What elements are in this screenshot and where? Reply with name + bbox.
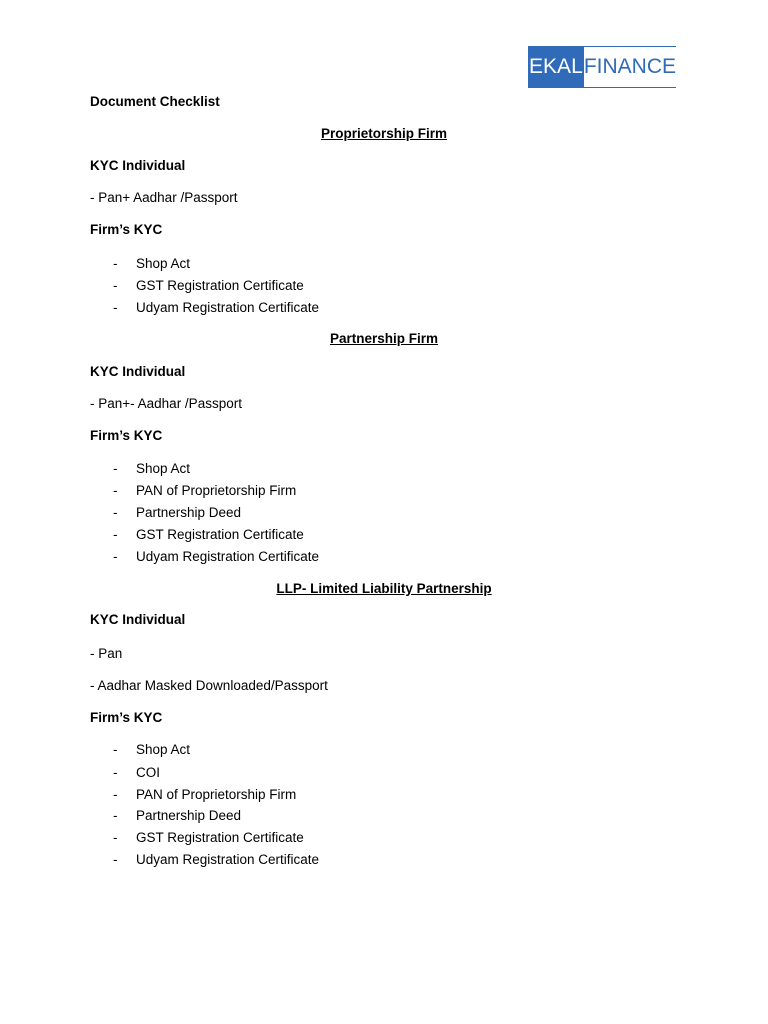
ekal-finance-logo bbox=[528, 46, 676, 88]
firm-kyc-label: Firm’s KYC bbox=[90, 222, 163, 237]
list-item: Partnership Deed bbox=[136, 808, 242, 823]
list-item: Shop Act bbox=[136, 256, 191, 271]
document-title: Document Checklist bbox=[90, 94, 220, 109]
list-item: GST Registration Certificate bbox=[136, 830, 304, 845]
logo-left-text: EKAL bbox=[528, 47, 584, 87]
list-bullet: - bbox=[113, 527, 118, 542]
list-bullet: - bbox=[113, 505, 118, 520]
list-bullet: - bbox=[113, 830, 118, 845]
kyc-individual-line: - Pan bbox=[90, 646, 123, 661]
list-item: COI bbox=[136, 765, 161, 780]
firm-kyc-label: Firm’s KYC bbox=[90, 710, 163, 725]
list-bullet: - bbox=[113, 852, 118, 867]
list-bullet: - bbox=[113, 461, 118, 476]
list-item: PAN of Proprietorship Firm bbox=[136, 787, 297, 802]
kyc-individual-label: KYC Individual bbox=[90, 612, 186, 627]
list-bullet: - bbox=[113, 483, 118, 498]
list-bullet: - bbox=[113, 256, 118, 271]
kyc-individual-line: - Pan+- Aadhar /Passport bbox=[90, 396, 242, 411]
kyc-individual-line: - Aadhar Masked Downloaded/Passport bbox=[90, 678, 328, 693]
list-item: Udyam Registration Certificate bbox=[136, 549, 320, 564]
list-item: Shop Act bbox=[136, 742, 191, 757]
list-bullet: - bbox=[113, 765, 118, 780]
list-item: Partnership Deed bbox=[136, 505, 242, 520]
list-item: PAN of Proprietorship Firm bbox=[136, 483, 297, 498]
list-bullet: - bbox=[113, 742, 118, 757]
list-bullet: - bbox=[113, 808, 118, 823]
list-item: Udyam Registration Certificate bbox=[136, 300, 320, 315]
list-bullet: - bbox=[113, 787, 118, 802]
list-item: GST Registration Certificate bbox=[136, 278, 304, 293]
kyc-individual-label: KYC Individual bbox=[90, 158, 186, 173]
list-bullet: - bbox=[113, 549, 118, 564]
section-heading-proprietorship: Proprietorship Firm bbox=[320, 126, 447, 141]
section-heading-partnership: Partnership Firm bbox=[329, 331, 439, 346]
list-item: GST Registration Certificate bbox=[136, 527, 304, 542]
firm-kyc-label: Firm’s KYC bbox=[90, 428, 163, 443]
list-item: Udyam Registration Certificate bbox=[136, 852, 320, 867]
list-bullet: - bbox=[113, 278, 118, 293]
kyc-individual-line: - Pan+ Aadhar /Passport bbox=[90, 190, 238, 205]
section-heading-llp: LLP- Limited Liability Partnership bbox=[276, 581, 492, 596]
logo-right-text: FINANCE bbox=[584, 47, 676, 87]
list-bullet: - bbox=[113, 300, 118, 315]
list-item: Shop Act bbox=[136, 461, 191, 476]
kyc-individual-label: KYC Individual bbox=[90, 364, 186, 379]
